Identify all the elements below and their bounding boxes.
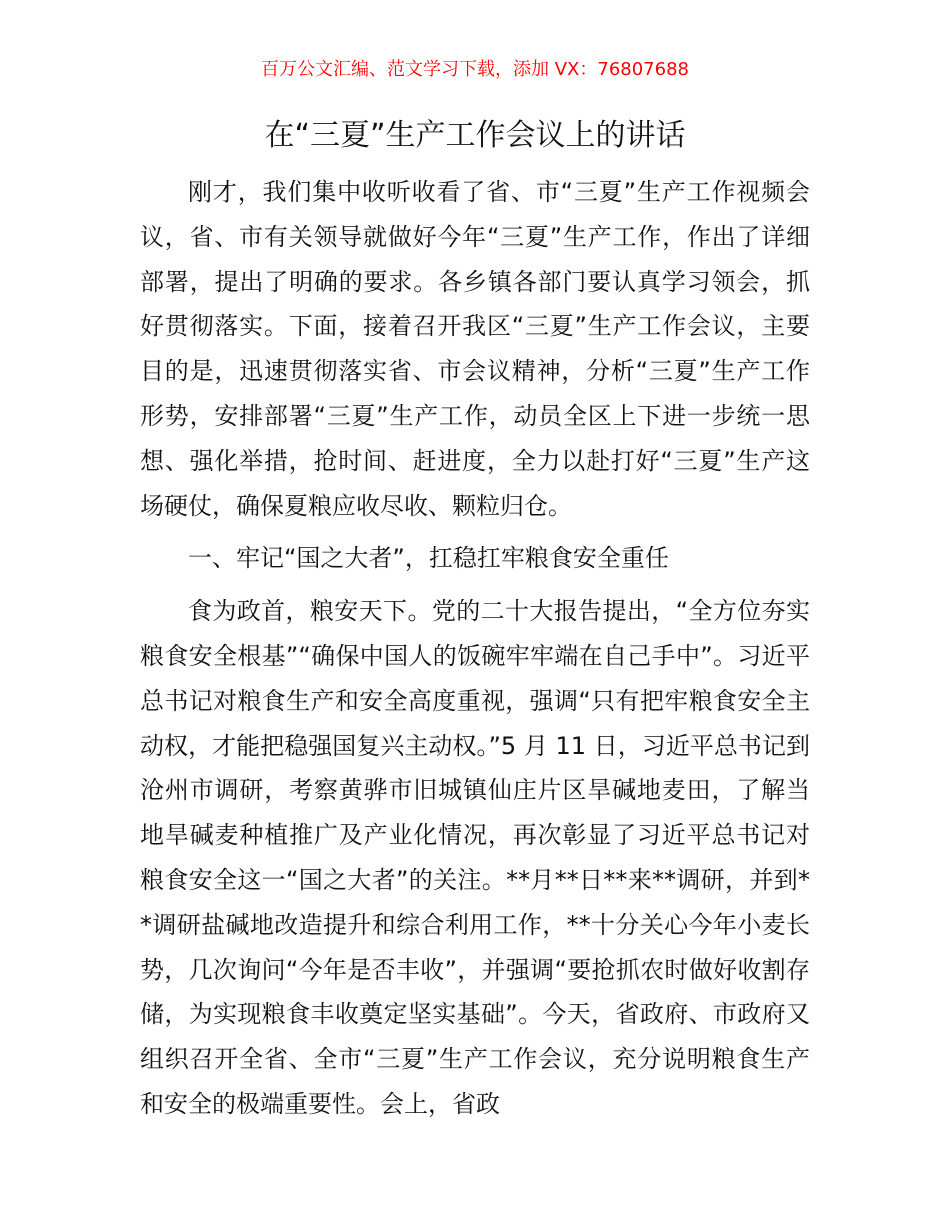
paragraph-intro: 刚才，我们集中收听收看了省、市“三夏”生产工作视频会议，省、市有关领导就做好今年“三夏”生产工作，作出了详细部署，提出了明确的要求。各乡镇各部门要认真学习领会，抓好贯彻落实。下面，接着召开我区“三夏”生产工作会议，主要目的是，迅速贯彻落实省、市会议精神，分析“三夏”生产工作形势，安排部署“三夏”生产工作，动员全区上下进一步统一思想、强化举措，抢时间、赶进度，全力以赴打好“三夏”生产这场硬仗，确保夏粮应收尽收、颗粒归仓。 <box>140 178 810 520</box>
paragraph-section-1: 食为政首，粮安天下。党的二十大报告提出，“全方位夯实粮食安全根基”“确保中国人的饭碗牢牢端在自己手中”。习近平总书记对粮食生产和安全高度重视，强调“只有把牢粮食安全主动权，才能把稳强国复兴主动权。”5 月 11 日，习近平总书记到沧州市调研，考察黄骅市旧城镇仙庄片区旱碱地麦田，了解当地旱碱麦种植推广及产业化情况，再次彰显了习近平总书记对粮食安全这一“国之大者”的关注。**月**日**来**调研，并到**调研盐碱地改造提升和综合利用工作，**十分关心今年小麦长势，几次询问“今年是否丰收”，并强调“要抢抓农时做好收割存储，为实现粮食丰收奠定坚实基础”。今天，省政府、市政府又组织召开全省、全市“三夏”生产工作会议，充分说明粮食生产和安全的极端重要性。会上，省政 <box>140 597 810 1118</box>
document-title: 在“三夏”生产工作会议上的讲话 <box>264 118 686 153</box>
document-body <box>140 170 810 1127</box>
watermark-header: 百万公文汇编、范文学习下载，添加 VX：76807688 <box>261 59 689 80</box>
section-heading-1: 一、牢记“国之大者”，扛稳扛牢粮食安全重任 <box>188 544 669 573</box>
